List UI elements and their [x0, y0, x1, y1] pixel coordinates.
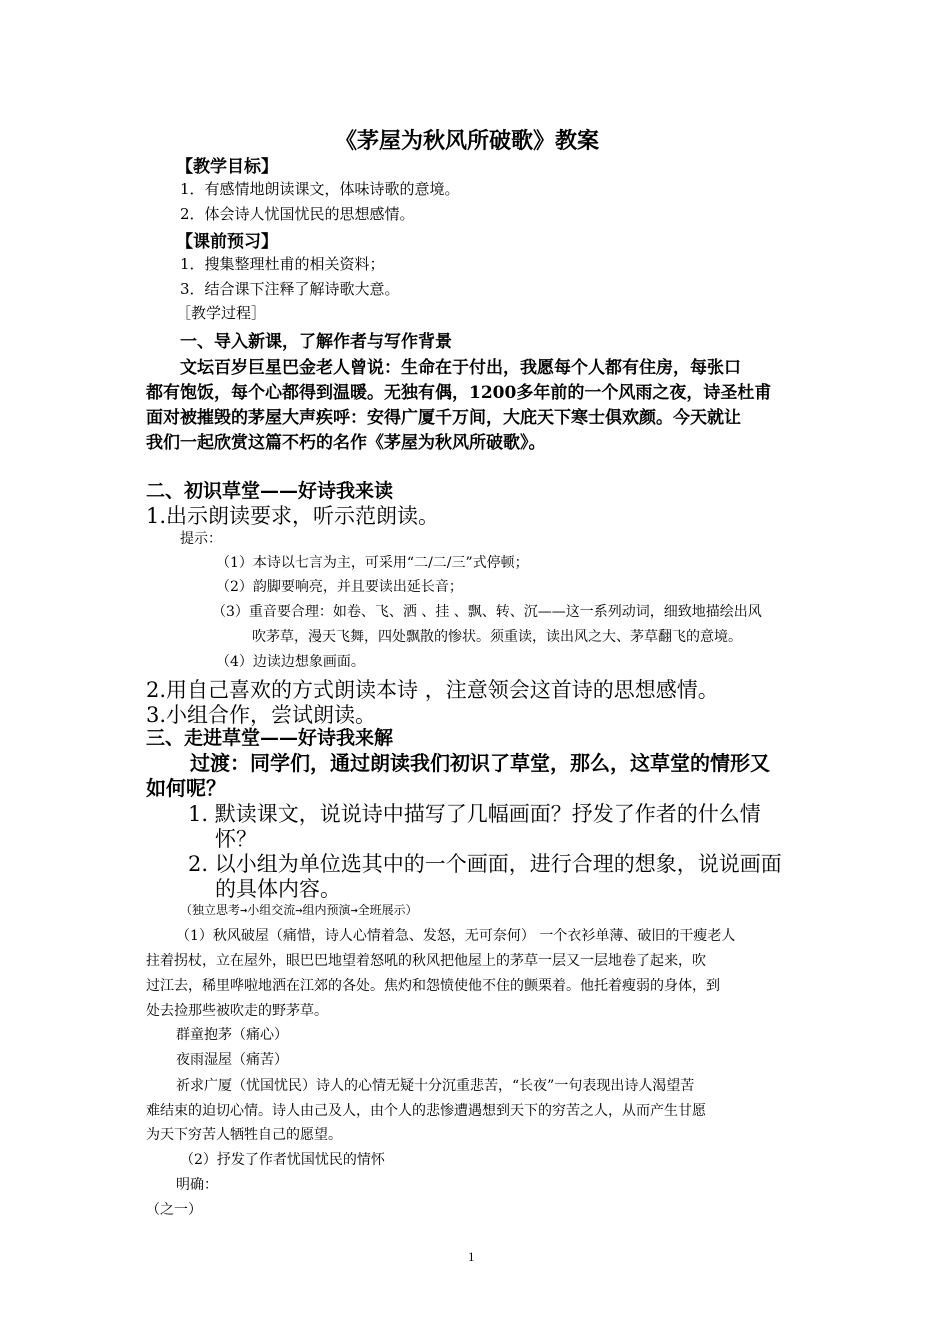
- hint-item: （3）重音要合理：如卷、飞、洒 、挂 、飘、转、沉——这一系列动词，细致地描绘出风: [212, 604, 762, 620]
- analysis-heading: （2）抒发了作者忧国忧民的情怀: [180, 1152, 385, 1168]
- goal-item: 1．有感情地朗读课文，体味诗歌的意境。: [180, 180, 460, 198]
- hint-item: （1）本诗以七言为主，可采用“二/二/三”式停顿；: [216, 555, 529, 571]
- section1-paragraph-line: 都有饱饭，每个心都得到温暖。无独有偶，1200多年前的一个风雨之夜，诗圣杜甫: [146, 383, 772, 403]
- hint-label: 提示：: [180, 531, 222, 547]
- section2-heading: 二、初识草堂——好诗我来读: [146, 480, 394, 502]
- preview-item: 3．结合课下注释了解诗歌大意。: [180, 280, 400, 298]
- section2-item: 3.小组合作，尝试朗读。: [146, 703, 377, 727]
- question-item: 2. 以小组为单位选其中的一个画面，进行合理的想象，说说画面: [188, 852, 782, 876]
- activity-flow: （独立思考→小组交流→组内预演→全班展示）: [180, 903, 418, 917]
- section2-item: 2.用自己喜欢的方式朗读本诗 ，注意领会这首诗的思想感情。: [146, 678, 719, 702]
- section2-item: 1.出示朗读要求，听示范朗读。: [146, 504, 440, 528]
- analysis-line: 拄着拐杖，立在屋外，眼巴巴地望着怒吼的秋风把他屋上的茅草一层又一层地卷了起来，吹: [146, 953, 706, 969]
- analysis-line: 为天下穷苦人牺牲自己的愿望。: [146, 1127, 342, 1143]
- analysis-line: 处去捡那些被吹走的野茅草。: [146, 1003, 328, 1019]
- scene-label: 群童抱茅（痛心）: [176, 1027, 288, 1043]
- scene-label: 夜雨湿屋（痛苦）: [176, 1052, 288, 1068]
- hint-item-continued: 吹茅草，漫天飞舞，四处飘散的惨状。须重读，读出风之大、茅草翻飞的意境。: [252, 629, 742, 645]
- preview-heading: 【课前预习】: [176, 232, 278, 252]
- document-title: 《茅屋为秋风所破歌》教案: [335, 128, 600, 154]
- section3-heading: 三、走进草堂——好诗我来解: [146, 727, 394, 749]
- question-item-continued: 怀？: [215, 827, 257, 851]
- clarify-label: 明确：: [176, 1177, 218, 1193]
- section1-heading: 一、导入新课，了解作者与写作背景: [180, 332, 452, 352]
- process-heading: ［教学过程］: [176, 304, 267, 322]
- goals-heading: 【教学目标】: [176, 157, 278, 177]
- analysis-line: 祈求广厦（忧国忧民）诗人的心情无疑十分沉重悲苦，“长夜”一句表现出诗人渴望苦: [176, 1078, 695, 1094]
- page-number: 1: [468, 1249, 475, 1264]
- transition-line: 过渡：同学们，通过朗读我们初识了草堂，那么，这草堂的情形又: [190, 751, 770, 775]
- goal-item: 2．体会诗人忧国忧民的思想感情。: [180, 205, 415, 223]
- question-item-continued: 的具体内容。: [215, 877, 341, 901]
- hint-item: （4）边读边想象画面。: [216, 654, 365, 670]
- question-item: 1. 默读课文，说说诗中描写了几幅画面？抒发了作者的什么情: [188, 802, 761, 826]
- analysis-line: （1）秋风破屋（痛惜，诗人心情着急、发怒，无可奈何） 一个衣衫单薄、破旧的干瘦老人: [176, 928, 736, 944]
- analysis-line: 过江去，稀里哗啦地洒在江郊的各处。焦灼和怨愤使他不住的颤栗着。他托着瘦弱的身体，到: [146, 978, 720, 994]
- section1-paragraph-line: 文坛百岁巨星巴金老人曾说：生命在于付出，我愿每个人都有住房，每张口: [180, 358, 741, 378]
- analysis-line: 难结束的迫切心情。诗人由己及人，由个人的悲惨遭遇想到天下的穷苦之人，从而产生甘愿: [146, 1103, 706, 1119]
- transition-line: 如何呢？: [146, 776, 226, 800]
- section1-paragraph-line: 面对被摧毁的茅屋大声疾呼：安得广厦千万间，大庇天下寒士俱欢颜。今天就让: [146, 408, 741, 428]
- preview-item: 1．搜集整理杜甫的相关资料；: [180, 255, 385, 273]
- part-label: （之一）: [146, 1202, 202, 1218]
- hint-item: （2）韵脚要响亮，并且要读出延长音；: [216, 579, 463, 595]
- section1-paragraph-line: 我们一起欣赏这篇不朽的名作《茅屋为秋风所破歌》。: [146, 433, 546, 453]
